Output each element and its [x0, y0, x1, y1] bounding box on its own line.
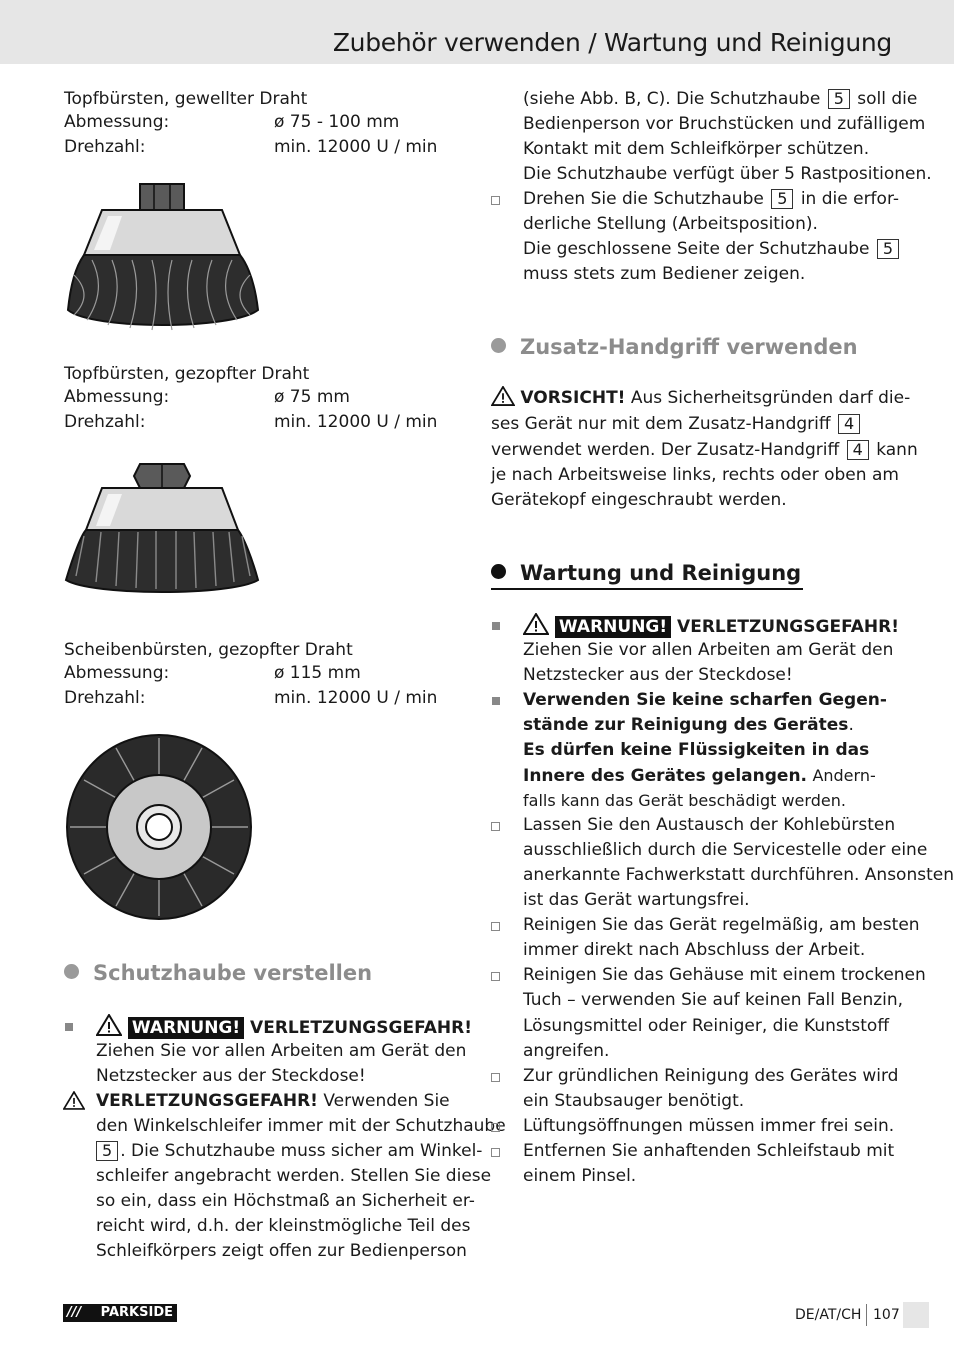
- caution-text: Aus Sicherheitsgründen darf die-: [630, 388, 911, 408]
- caution-text: . Die Schutzhaube muss sicher am Winkel-: [120, 1141, 483, 1161]
- caution-text: den Winkelschleifer immer mit der Schutzhaube: [96, 1116, 506, 1136]
- bullet-text-part: Drehen Sie die Schutzhaube: [523, 189, 764, 209]
- logo-slashes-icon: ///: [67, 1305, 82, 1320]
- caution-text: schleifer angebracht werden. Stellen Sie diese: [96, 1166, 492, 1186]
- bullet-text-part: Die geschlossene Seite der Schutzhaube: [523, 239, 870, 259]
- spec-value: min. 12000 U / min: [274, 137, 438, 157]
- bullet-text: einem Pinsel.: [523, 1166, 637, 1186]
- square-bullet-icon: [492, 622, 500, 630]
- heading-bullet-icon: [64, 964, 79, 979]
- body-text-part: soll die: [857, 89, 918, 109]
- footer-language: DE/AT/CH: [795, 1307, 862, 1323]
- part-number-box: 4: [847, 440, 869, 460]
- bullet-text: ist das Gerät wartungsfrei.: [523, 890, 750, 910]
- bullet-text: Reinigen Sie das Gehäuse mit einem trockenen: [523, 965, 926, 985]
- warning-line: [523, 613, 899, 640]
- warning-label: WARNUNG!: [128, 1017, 244, 1039]
- body-text: Bedienperson vor Bruchstücken und zufälligem: [523, 114, 926, 134]
- spec-label: Drehzahl:: [64, 412, 146, 432]
- body-text: Kontakt mit dem Schleifkörper schützen.: [523, 139, 870, 159]
- part-number-box: 5: [877, 239, 899, 259]
- brush-1-name: Topfbürsten, gewellter Draht: [64, 89, 308, 109]
- caution-title: VORSICHT!: [520, 388, 626, 408]
- warning-text: Netzstecker aus der Steckdose!: [523, 665, 793, 685]
- part-number-box: 5: [96, 1141, 118, 1161]
- body-text: Die Schutzhaube verfügt über 5 Rastpositionen.: [523, 164, 932, 184]
- brush-2-speed: [64, 412, 464, 437]
- caution-text: ses Gerät nur mit dem Zusatz-Handgriff: [491, 414, 831, 434]
- warning-label: WARNUNG!: [555, 616, 671, 638]
- brush-1-dimension: [64, 112, 464, 137]
- caution-line: [96, 1089, 450, 1114]
- warning-title: VERLETZUNGSGEFAHR!: [677, 617, 899, 637]
- heading-text: Zusatz-Handgriff verwenden: [520, 335, 858, 359]
- section-heading-zusatz-handgriff: [491, 335, 858, 359]
- bullet-text: ausschließlich durch die Servicestelle oder eine: [523, 840, 928, 860]
- caution-text: je nach Arbeitsweise links, rechts oder oben am: [491, 465, 899, 485]
- bullet-text: Lüftungsöffnungen müssen immer frei sein.: [523, 1116, 895, 1136]
- warning-text: Ziehen Sie vor allen Arbeiten am Gerät den: [96, 1041, 467, 1061]
- bullet-text: Entfernen Sie anhaftenden Schleifstaub mit: [523, 1141, 895, 1161]
- bold-bullet-text: stände zur Reinigung des Gerätes.: [523, 715, 854, 735]
- brush-2-name: Topfbürsten, gezopfter Draht: [64, 364, 310, 384]
- warning-triangle-icon: [63, 1091, 85, 1110]
- warning-line: [96, 1014, 472, 1041]
- spec-value: min. 12000 U / min: [274, 688, 438, 708]
- bullet-text: anerkannte Fachwerkstatt durchführen. Ansonsten: [523, 865, 954, 885]
- footer-tab: [903, 1302, 929, 1328]
- caution-text: Gerätekopf eingeschraubt werden.: [491, 490, 787, 510]
- body-text-part: Andern-: [812, 766, 876, 785]
- brush-1-speed: [64, 137, 464, 162]
- caution-line: [491, 412, 862, 437]
- bullet-text: derliche Stellung (Arbeitsposition).: [523, 214, 818, 234]
- bold-bullet-text: Verwenden Sie keine scharfen Gegen-: [523, 690, 887, 710]
- heading-bullet-icon: [491, 338, 506, 353]
- cup-brush-knotted-wire-image: [62, 458, 262, 606]
- caution-line: [96, 1139, 482, 1164]
- cup-brush-crimped-wire-image: [62, 180, 262, 335]
- bullet-text: ein Staubsauger benötigt.: [523, 1091, 745, 1111]
- brush-3-dimension: [64, 663, 464, 688]
- bullet-text: Tuch – verwenden Sie auf keinen Fall Benzin,: [523, 990, 904, 1010]
- bullet-text: falls kann das Gerät beschädigt werden.: [523, 791, 846, 810]
- heading-text: Wartung und Reinigung: [520, 561, 802, 585]
- checkbox-bullet-icon: [491, 1123, 500, 1132]
- checkbox-bullet-icon: [491, 196, 500, 205]
- body-text: [523, 87, 917, 112]
- logo-text: PARKSIDE: [100, 1305, 173, 1320]
- checkbox-bullet-icon: [491, 1148, 500, 1157]
- square-bullet-icon: [492, 697, 500, 705]
- square-bullet-icon: [65, 1023, 73, 1031]
- heading-bullet-icon: [491, 564, 506, 579]
- warning-triangle-icon: [491, 386, 515, 406]
- caution-text: Verwenden Sie: [323, 1091, 450, 1111]
- body-text-part: (siehe Abb. B, C). Die Schutzhaube: [523, 89, 821, 109]
- bullet-text: angreifen.: [523, 1041, 610, 1061]
- caution-line: [491, 438, 918, 463]
- warning-triangle-icon: [96, 1014, 122, 1036]
- spec-value: ø 115 mm: [274, 663, 361, 683]
- checkbox-bullet-icon: [491, 822, 500, 831]
- spec-label: Drehzahl:: [64, 688, 146, 708]
- bold-bullet-text: [523, 763, 876, 789]
- part-number-box: 4: [838, 414, 860, 434]
- bullet-text: [523, 237, 901, 262]
- brush-2-dimension: [64, 387, 464, 412]
- page-number: 107: [873, 1307, 900, 1323]
- footer-divider: [866, 1304, 867, 1326]
- caution-text: Schleifkörpers zeigt offen zur Bedienperson: [96, 1241, 467, 1261]
- bullet-text: Lösungsmittel oder Reiniger, die Kunststoff: [523, 1016, 890, 1036]
- heading-underline: [491, 588, 803, 590]
- spec-label: Abmessung:: [64, 112, 170, 132]
- bold-text: stände zur Reinigung des Gerätes: [523, 715, 849, 735]
- part-number-box: 5: [828, 89, 850, 109]
- parkside-logo: [63, 1304, 177, 1322]
- bullet-text: muss stets zum Bediener zeigen.: [523, 264, 806, 284]
- caution-text: kann: [876, 440, 918, 460]
- heading-text: Schutzhaube verstellen: [93, 961, 373, 985]
- warning-text: Netzstecker aus der Steckdose!: [96, 1066, 366, 1086]
- caution-title: VERLETZUNGSGEFAHR!: [96, 1091, 318, 1111]
- bullet-text: Reinigen Sie das Gerät regelmäßig, am besten: [523, 915, 920, 935]
- brush-3-speed: [64, 688, 464, 713]
- caution-text: so ein, dass ein Höchstmaß an Sicherheit er-: [96, 1191, 475, 1211]
- caution-text: verwendet werden. Der Zusatz-Handgriff: [491, 440, 840, 460]
- section-heading-schutzhaube: [64, 961, 372, 985]
- spec-value: ø 75 - 100 mm: [274, 112, 400, 132]
- bullet-text: Zur gründlichen Reinigung des Gerätes wird: [523, 1066, 899, 1086]
- bold-bullet-text: Es dürfen keine Flüssigkeiten in das: [523, 740, 870, 760]
- page-title: Zubehör verwenden / Wartung und Reinigung: [332, 28, 892, 57]
- disc-brush-knotted-wire-image: [62, 730, 257, 925]
- bullet-text: Lassen Sie den Austausch der Kohlebürsten: [523, 815, 896, 835]
- bullet-text: immer direkt nach Abschluss der Arbeit.: [523, 940, 866, 960]
- section-heading-wartung: [491, 561, 801, 585]
- checkbox-bullet-icon: [491, 1073, 500, 1082]
- spec-label: Abmessung:: [64, 663, 170, 683]
- warning-text: Ziehen Sie vor allen Arbeiten am Gerät den: [523, 640, 894, 660]
- bullet-text-part: in die erfor-: [800, 189, 899, 209]
- warning-title: VERLETZUNGSGEFAHR!: [250, 1018, 472, 1038]
- checkbox-bullet-icon: [491, 922, 500, 931]
- checkbox-bullet-icon: [491, 972, 500, 981]
- spec-value: min. 12000 U / min: [274, 412, 438, 432]
- spec-label: Abmessung:: [64, 387, 170, 407]
- caution-line: [491, 386, 910, 411]
- part-number-box: 5: [771, 189, 793, 209]
- warning-triangle-icon: [523, 613, 549, 635]
- caution-text: reicht wird, d.h. der kleinstmögliche Teil des: [96, 1216, 471, 1236]
- spec-value: ø 75 mm: [274, 387, 350, 407]
- brush-3-name: Scheibenbürsten, gezopfter Draht: [64, 640, 353, 660]
- bullet-text: [523, 187, 899, 212]
- bold-text: Innere des Gerätes gelangen.: [523, 766, 808, 786]
- spec-label: Drehzahl:: [64, 137, 146, 157]
